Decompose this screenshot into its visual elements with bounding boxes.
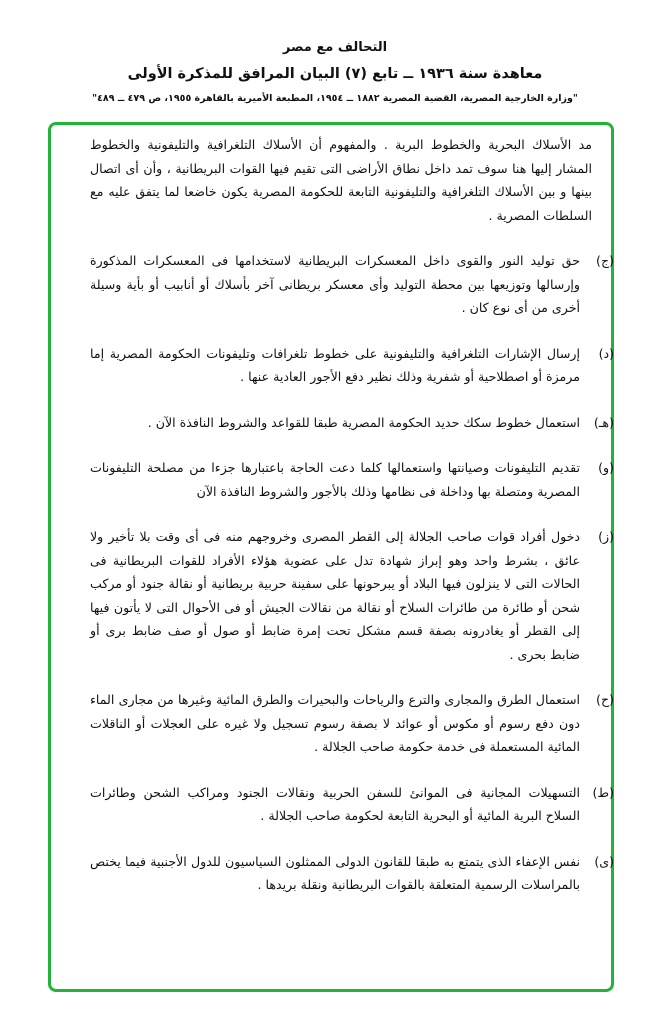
paragraph-text: دخول أفراد قوات صاحب الجلالة إلى القطر المصرى وخروجهم منه فى أى وقت بلا تأخير ولا عائق ، بشرط واحد وهو إبراز شهادة تدل على عضوية هؤلاء الأفراد للقوات البريطانية فى الحالات التى لا ينزلون فيها البلاد أو يبرحونها على سفينة حربية بريطانية أو نقالة جنود أو مركب شحن أو طائرة من طائرات السلاح أو نقالة من نقالات الجيش أو فى الأحوال التى لا يأتون فيها إلى القطر أو يغادرونه بصفة قسم مشكل تحت إمرة ضابط أو صول أو صف ضابط برى أو ضابط بحرى . bbox=[90, 529, 580, 662]
paragraph-text: حق توليد النور والقوى داخل المعسكرات البريطانية لاستخدامها فى المعسكرات المذكورة وإرسالها وتوزيعها بين محطة التوليد وأى معسكر بريطانى آخر بأسلاك أو أنابيب أو بأية وسيلة أخرى من أى نوع كان . bbox=[90, 253, 580, 315]
paragraph-item bbox=[90, 342, 614, 389]
item-label: (هـ) bbox=[593, 414, 614, 430]
paragraph-item bbox=[90, 525, 614, 666]
paragraph-item bbox=[90, 688, 614, 759]
paragraph-text: إرسال الإشارات التلغرافية والتليفونية على خطوط تلغرافات وتليفونات الحكومة المصرية إما مرمزة أو اصطلاحية أو شفرية وذلك نظير دفع الأجور العادية عنها . bbox=[90, 345, 580, 384]
paragraph-text: استعمال خطوط سكك حديد الحكومة المصرية طبقا للقواعد والشروط النافذة الآن . bbox=[147, 414, 580, 430]
paragraph-intro bbox=[90, 133, 614, 227]
paragraph-text: تقديم التليفونات وصيانتها واستعمالها كلما دعت الحاجة باعتبارها جزءا من مصلحة التليفونات المصرية ومتصلة بها وداخلة فى نظامها وذلك بالأجور والشروط النافذة الآن bbox=[90, 460, 580, 499]
paragraph-text: استعمال الطرق والمجارى والترع والرياحات والبحيرات والطرق المائية وغيرها من مجارى الماء دون دفع رسوم أو مكوس أو عوائد لا بصفة رسوم تسجيل ولا غيره على العجلات أو الناقلات المائية المستعملة فى خدمة حكومة صاحب الجلالة . bbox=[90, 692, 580, 754]
document-body bbox=[90, 133, 614, 919]
document-title: التحالف مع مصر bbox=[282, 40, 388, 55]
paragraph-item bbox=[90, 456, 614, 503]
paragraph-text: مد الأسلاك البحرية والخطوط البرية . والمفهوم أن الأسلاك التلغرافية والتليفونية والخطوط المشار إليها هنا سوف تمد داخل نطاق الأراضى التى تقيم فيها القوات البريطانية ، وأن أى اتصال بينها و بين الأسلاك التلغرافية والتليفونية التابعة للحكومة المصرية يكون خاضعا لما يتفق عليه مع السلطات المصرية . bbox=[90, 137, 592, 223]
paragraph-item bbox=[90, 249, 614, 320]
item-label: (ز) bbox=[598, 529, 614, 544]
paragraph-item bbox=[90, 781, 614, 828]
source-citation: "وزارة الخارجية المصرية، القضية المصرية ١٨٨٢ ــ ١٩٥٤، المطبعة الأميرية بالقاهرة ١٩٥٥، ص ٤٧٩ ــ ٤٨٩" bbox=[92, 93, 578, 104]
item-label: (ج) bbox=[596, 253, 614, 268]
item-label: (ط) bbox=[592, 784, 614, 800]
paragraph-text: التسهيلات المجانية فى الموانئ للسفن الحربية ونقالات الجنود ومراكب الشحن وطائرات السلاح البرية المائية أو البحرية التابعة لحكومة صاحب الجلالة . bbox=[90, 784, 580, 823]
paragraph-item bbox=[90, 411, 614, 435]
paragraph-text: نفس الإعفاء الذى يتمتع به طبقا للقانون الدولى الممثلون السياسيون للدول الأجنبية فيما يختص بالمراسلات الرسمية المتعلقة بالقوات البريطانية ونقلة بريدها . bbox=[90, 853, 580, 892]
paragraph-item bbox=[90, 850, 614, 897]
item-label: (ى) bbox=[594, 853, 614, 869]
item-label: (ح) bbox=[596, 692, 614, 707]
document-subtitle: معاهدة سنة ١٩٣٦ ــ تابع (٧) البيان المرافق للمذكرة الأولى bbox=[127, 66, 543, 82]
item-label: (و) bbox=[598, 460, 614, 475]
item-label: (د) bbox=[598, 345, 614, 361]
